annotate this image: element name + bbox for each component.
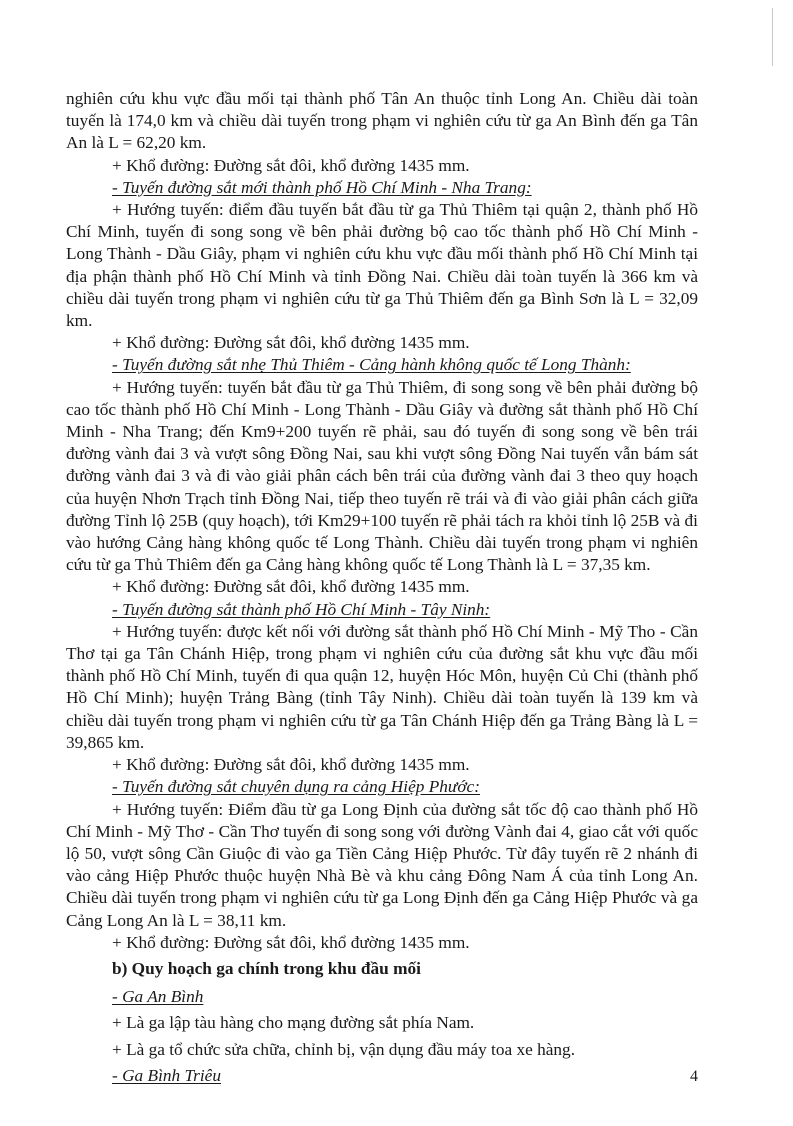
route-description: + Hướng tuyến: tuyến bắt đầu từ ga Thủ Thiêm, đi song song về bên phải đường bộ cao tốc thành phố Hồ Chí Minh - Long Thành - Dầu Giây và đường sắt thành phố Hồ Chí Minh - Nha Trang; đến Km9+200 tuyến rẽ phải, sau đó tuyến đi song song về bên trái đường vành đai 3 và vượt sông Đồng Nai, sau khi vượt sông Đồng Nai tuyến vẫn bám sát đường vành đai 3 và đi vào giải phân cách bên trái của đường vành đai 3 theo quy hoạch của huyện Nhơn Trạch tỉnh Đồng Nai, tiếp theo tuyến rẽ trái và đi vào giải phân cách giữa đường Tỉnh lộ 25B (quy hoạch), tới Km29+100 tuyến rẽ phải tách ra khỏi tỉnh lộ 25B và đi vào hướng Cảng hàng không quốc tế Long Thành. Chiều dài tuyến trong phạm vi nghiên cứu từ ga Thủ Thiêm đến ga Cảng hàng không quốc tế Long Thành là L = 37,35 km. xyxy=(66,377,698,575)
document-page xyxy=(66,88,698,1087)
route-heading: - Tuyến đường sắt chuyên dụng ra cảng Hiệp Phước: xyxy=(112,777,480,797)
route-description: + Hướng tuyến: Điểm đầu từ ga Long Định của đường sắt tốc độ cao thành phố Hồ Chí Minh - Mỹ Thơ - Cần Thơ tuyến đi song song với đường Vành đai 4, giao cắt với quốc lộ 50, vượt sông Cần Giuộc đi vào ga Tiền Cảng Hiệp Phước. Từ đây tuyến rẽ 2 nhánh đi vào cảng Hiệp Phước thuộc huyện Nhà Bè và khu cảng Đông Nam Á của tỉnh Long An. Chiều dài tuyến trong phạm vi nghiên cứu từ ga Long Định đến ga Cảng Hiệp Phước và ga Cảng Long An là L = 38,11 km. xyxy=(66,799,698,930)
scan-edge-mark xyxy=(772,8,773,66)
gauge-line: + Khổ đường: Đường sắt đôi, khổ đường 1435 mm. xyxy=(112,755,470,775)
section-heading: b) Quy hoạch ga chính trong khu đầu mối xyxy=(112,958,421,978)
station-heading: - Ga An Bình xyxy=(112,987,204,1007)
route-description: + Hướng tuyến: điểm đầu tuyến bắt đầu từ ga Thủ Thiêm tại quận 2, thành phố Hồ Chí Minh, tuyến đi song song về bên phải đường bộ cao tốc thành phố Hồ Chí Minh - Long Thành - Dầu Giây, phạm vi nghiên cứu khu vực đầu mối thành phố Hồ Chí Minh tại địa phận thành phố Hồ Chí Minh và tỉnh Đồng Nai. Chiều dài toàn tuyến là 366 km và chiều dài tuyến trong phạm vi nghiên cứu từ ga Thủ Thiêm đến ga Bình Sơn là L = 32,09 km. xyxy=(66,200,698,331)
gauge-line: + Khổ đường: Đường sắt đôi, khổ đường 1435 mm. xyxy=(112,333,470,353)
route-heading: - Tuyến đường sắt nhẹ Thủ Thiêm - Cảng hành không quốc tế Long Thành: xyxy=(112,355,631,375)
gauge-line: + Khổ đường: Đường sắt đôi, khổ đường 1435 mm. xyxy=(112,932,470,952)
station-role-line: + Là ga tổ chức sửa chữa, chỉnh bị, vận dụng đầu máy toa xe hàng. xyxy=(112,1039,576,1059)
station-role-line: + Là ga lập tàu hàng cho mạng đường sắt phía Nam. xyxy=(112,1013,475,1033)
page-number: 4 xyxy=(690,1068,698,1085)
route-heading: - Tuyến đường sắt mới thành phố Hồ Chí Minh - Nha Trang: xyxy=(112,177,532,197)
route-description: + Hướng tuyến: được kết nối với đường sắt thành phố Hồ Chí Minh - Mỹ Tho - Cần Thơ tại ga Tân Chánh Hiệp, trong phạm vi nghiên cứu của đường sắt khu vực đầu mối thành phố Hồ Chí Minh, tuyến đi qua quận 12, huyện Hóc Môn, huyện Củ Chi (thành phố Hồ Chí Minh); huyện Trảng Bàng (tỉnh Tây Ninh). Chiều dài toàn tuyến là 139 km và chiều dài tuyến trong phạm vi nghiên cứu từ ga Tân Chánh Hiệp đến ga Trảng Bàng là L = 39,865 km. xyxy=(66,621,698,752)
paragraph-continuation: nghiên cứu khu vực đầu mối tại thành phố Tân An thuộc tỉnh Long An. Chiều dài toàn tuyến là 174,0 km và chiều dài tuyến trong phạm vi nghiên cứu từ ga An Bình đến ga Tân An là L = 62,20 km. xyxy=(66,89,698,153)
route-heading: - Tuyến đường sắt thành phố Hồ Chí Minh - Tây Ninh: xyxy=(112,599,491,619)
gauge-line: + Khổ đường: Đường sắt đôi, khổ đường 1435 mm. xyxy=(112,577,470,597)
gauge-line: + Khổ đường: Đường sắt đôi, khổ đường 1435 mm. xyxy=(112,155,470,175)
station-heading: - Ga Bình Triêu xyxy=(112,1065,221,1085)
